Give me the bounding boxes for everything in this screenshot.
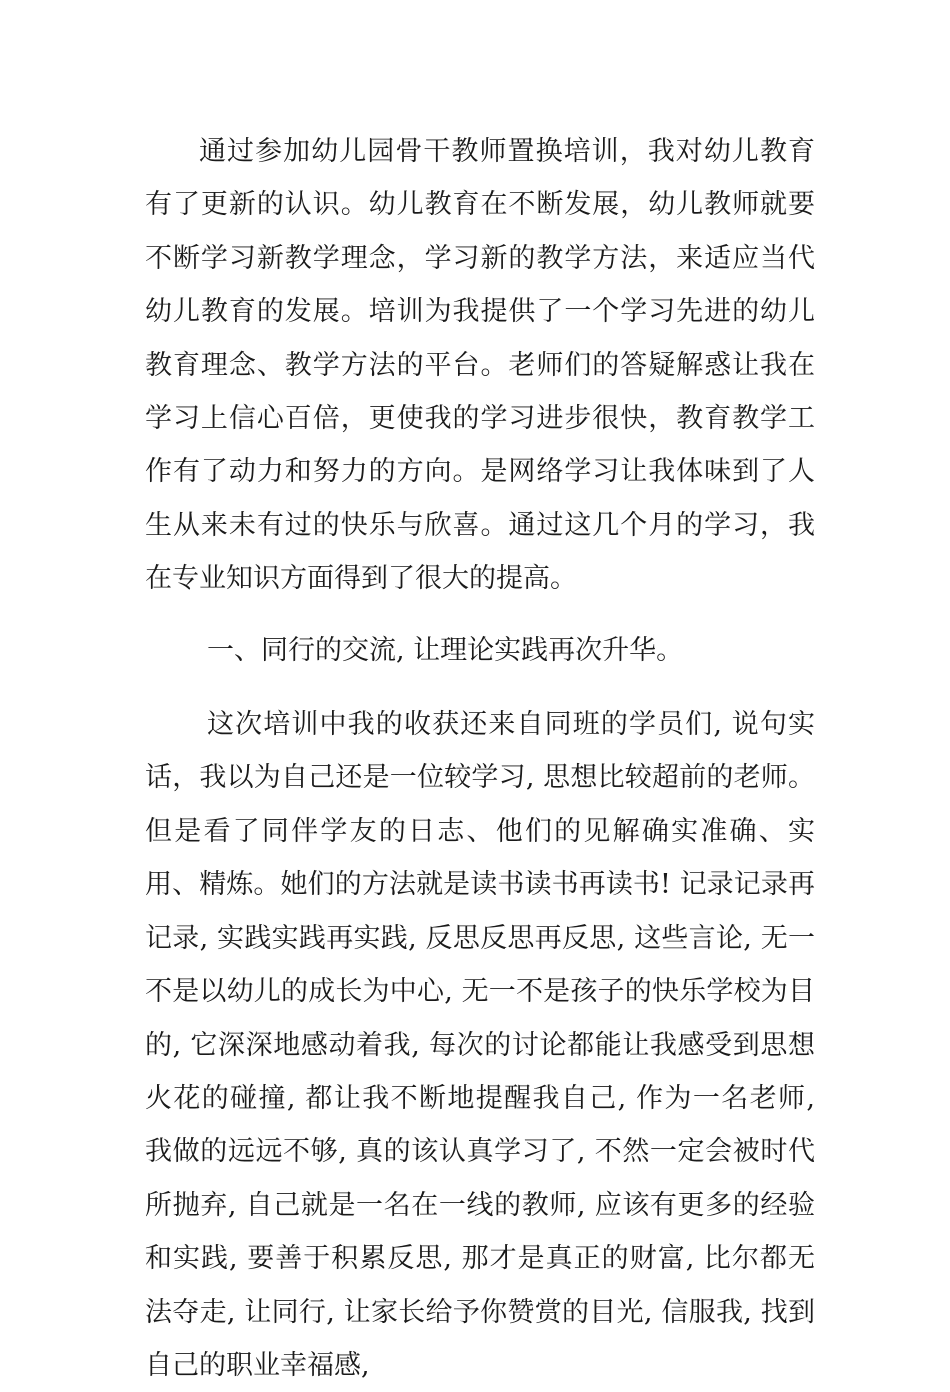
paragraph-body: 这次培训中我的收获还来自同班的学员们, 说句实话，我以为自己还是一位较学习, 思想比较超前的老师。但是看了同伴学友的日志、他们的见解确实准确、实用、精炼。她们的方法就是读书读书再读书! 记录记录再记录, 实践实践再实践, 反思反思再反思, 这些言论, 无一不是以幼儿的成长为中心, 无一不是孩子的快乐学校为目的, 它深深地感动着我, 每次的讨论都能让我感受到思想火花的碰撞, 都让我不断地提醒我自己, 作为一名老师, 我做的远远不够, 真的该认真学习了, 不然一定会被时代所抛弃, 自己就是一名在一线的教师, 应该有更多的经验和实践, 要善于积累反思, 那才是真正的财富, 比尔都无法夺走, 让同行, 让家长给予你赞赏的目光, 信服我, 找到自己的职业幸福感, bbox=[145, 709, 815, 1381]
document-body bbox=[145, 125, 815, 1392]
paragraph-intro: 通过参加幼儿园骨干教师置换培训，我对幼儿教育有了更新的认识。幼儿教育在不断发展，幼儿教师就要不断学习新教学理念，学习新的教学方法，来适应当代幼儿教育的发展。培训为我提供了一个学习先进的幼儿教育理念、教学方法的平台。老师们的答疑解惑让我在学习上信心百倍，更使我的学习进步很快，教育教学工作有了动力和努力的方向。是网络学习让我体味到了人生从来未有过的快乐与欣喜。通过这几个月的学习，我在专业知识方面得到了很大的提高。 bbox=[145, 136, 815, 595]
section-heading: 一、同行的交流, 让理论实践再次升华。 bbox=[207, 634, 684, 666]
